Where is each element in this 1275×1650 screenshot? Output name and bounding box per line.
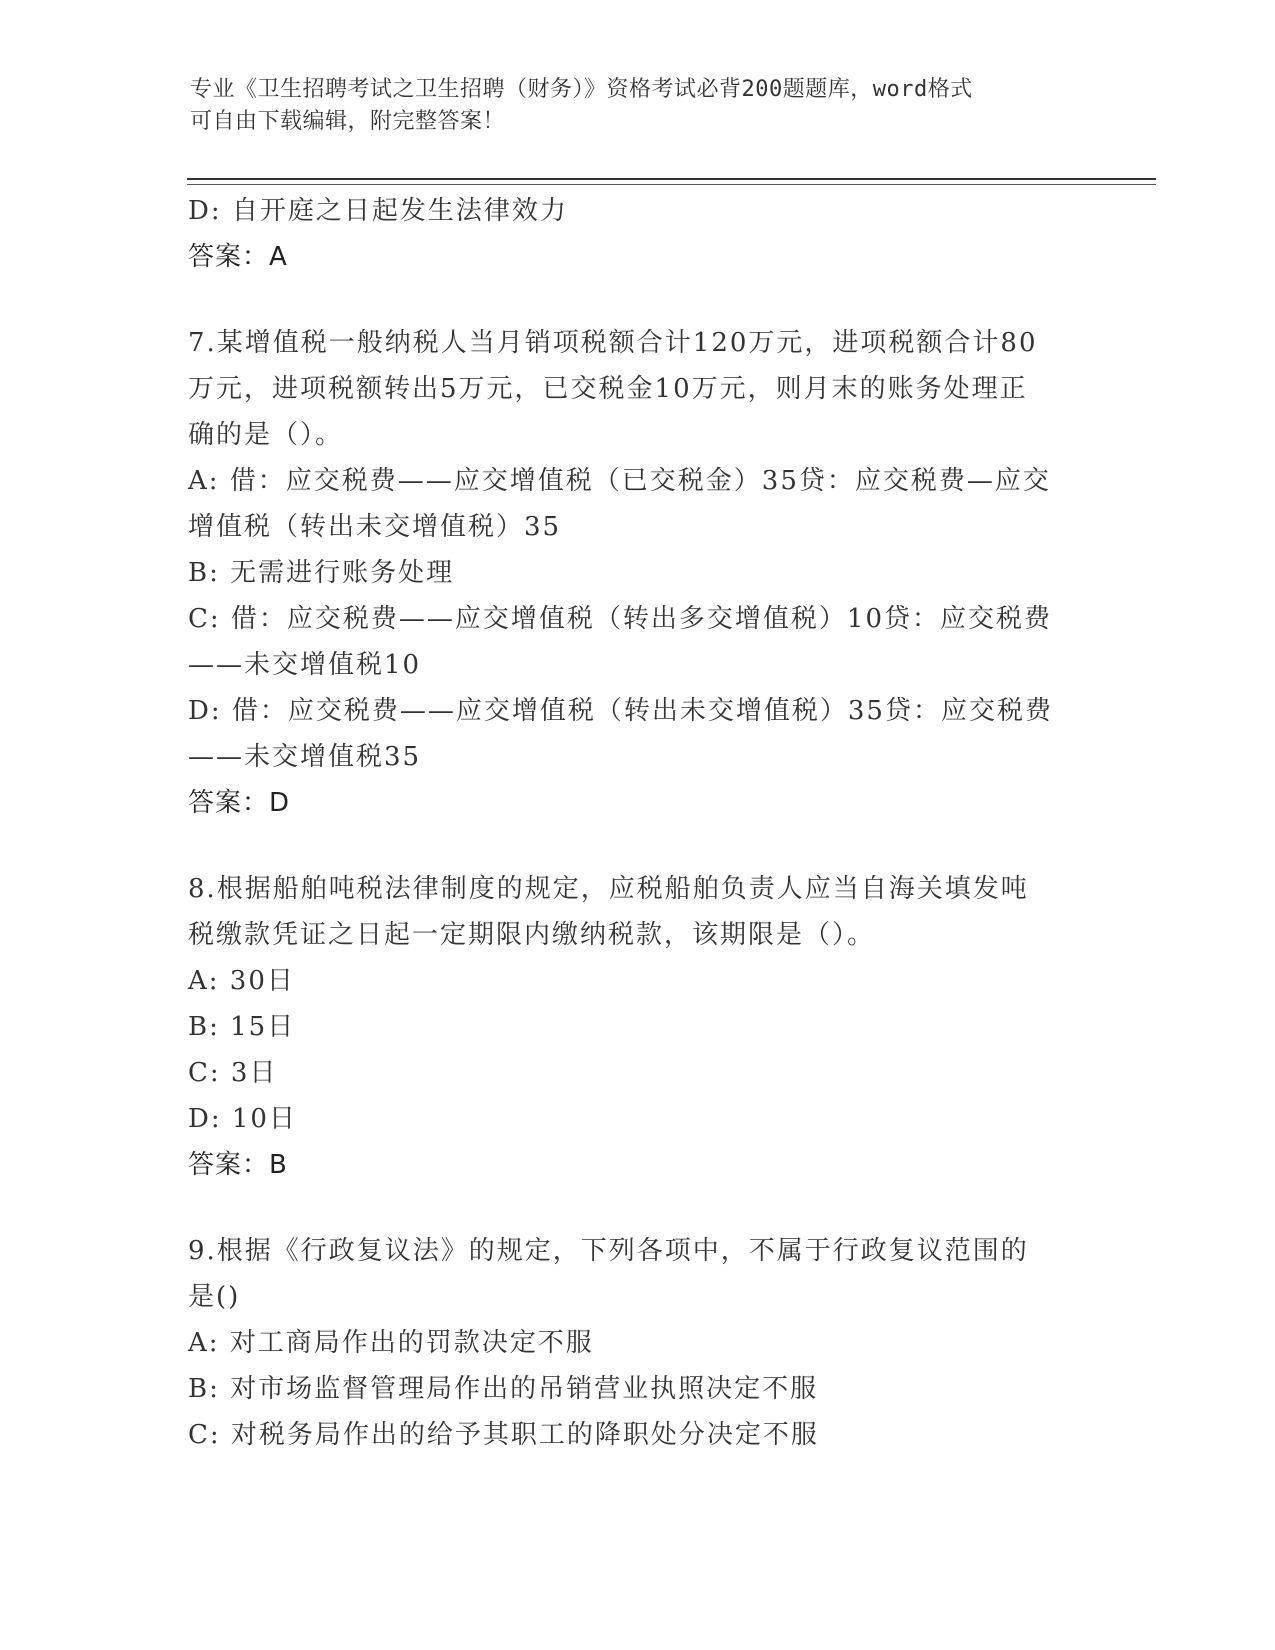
block-gap — [188, 826, 1088, 866]
block-gap — [188, 1188, 1088, 1228]
question-block-7 — [188, 320, 1088, 826]
question-content — [188, 188, 1088, 1458]
block-gap — [188, 280, 1088, 320]
option-line: D: 10日 — [188, 1104, 297, 1134]
answer-line: 答案：A — [188, 242, 288, 272]
option-line: C: 3日 — [188, 1058, 278, 1088]
header-divider-thick — [187, 178, 1156, 180]
question-text-line: 7.某增值税一般纳税人当月销项税额合计120万元，进项税额合计80 — [188, 328, 1038, 358]
question-text-line: 万元，进项税额转出5万元，已交税金10万元，则月末的账务处理正 — [188, 374, 1028, 404]
question-text-line: 税缴款凭证之日起一定期限内缴纳税款，该期限是（）。 — [188, 920, 876, 950]
option-line: 增值税（转出未交增值税）35 — [188, 512, 562, 542]
option-line: D: 借：应交税费——应交增值税（转出未交增值税）35贷：应交税费 — [188, 696, 1053, 726]
question-text-line: 是() — [188, 1282, 241, 1312]
document-header — [190, 74, 1090, 138]
header-line-1: 专业《卫生招聘考试之卫生招聘（财务）》资格考试必背200题题库，word格式 — [190, 77, 973, 102]
option-line: ——未交增值税35 — [188, 742, 422, 772]
question-block-6 — [188, 188, 1088, 280]
option-line: C: 借：应交税费——应交增值税（转出多交增值税）10贷：应交税费 — [188, 604, 1053, 634]
option-line: D: 自开庭之日起发生法律效力 — [188, 196, 568, 226]
answer-line: 答案：B — [188, 1150, 288, 1180]
question-text-line: 确的是（）。 — [188, 420, 344, 450]
question-text-line: 9.根据《行政复议法》的规定，下列各项中，不属于行政复议范围的 — [188, 1236, 1029, 1266]
option-line: ——未交增值税10 — [188, 650, 422, 680]
option-line: B: 对市场监督管理局作出的吊销营业执照决定不服 — [188, 1374, 819, 1404]
option-line: A: 对工商局作出的罚款决定不服 — [188, 1328, 594, 1358]
answer-line: 答案：D — [188, 788, 291, 818]
header-line-2: 可自由下载编辑，附完整答案！ — [190, 109, 506, 134]
header-divider-thin — [187, 184, 1156, 185]
question-text-line: 8.根据船舶吨税法律制度的规定，应税船舶负责人应当自海关填发吨 — [188, 874, 1029, 904]
option-line: A: 借：应交税费——应交增值税（已交税金）35贷：应交税费—应交 — [188, 466, 1051, 496]
option-line: B: 无需进行账务处理 — [188, 558, 455, 588]
option-line: C: 对税务局作出的给予其职工的降职处分决定不服 — [188, 1420, 819, 1450]
question-block-9 — [188, 1228, 1088, 1458]
option-line: B: 15日 — [188, 1012, 296, 1042]
option-line: A: 30日 — [188, 966, 295, 996]
question-block-8 — [188, 866, 1088, 1188]
